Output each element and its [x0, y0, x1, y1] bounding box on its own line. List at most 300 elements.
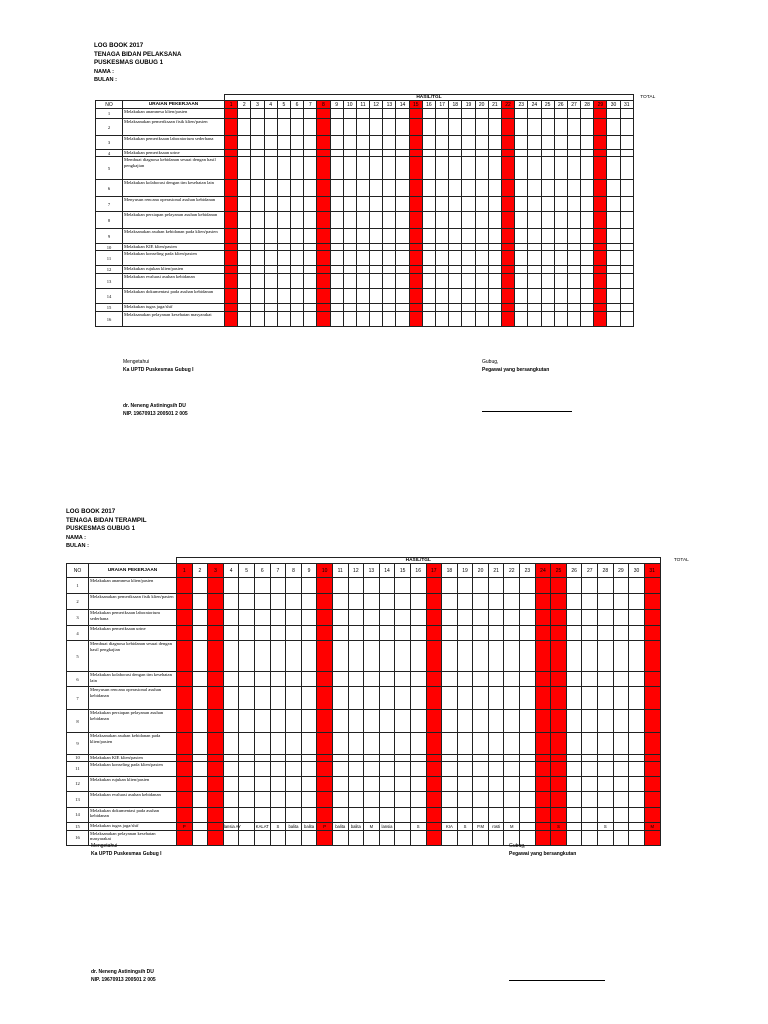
day-cell[interactable]: lansia	[379, 822, 395, 830]
day-cell[interactable]	[475, 266, 488, 274]
day-cell[interactable]	[264, 229, 277, 244]
day-cell[interactable]	[332, 755, 348, 762]
day-cell[interactable]	[290, 266, 303, 274]
day-cell[interactable]	[317, 626, 333, 641]
day-cell[interactable]	[410, 776, 426, 791]
day-cell[interactable]	[264, 212, 277, 229]
day-cell[interactable]	[581, 251, 594, 266]
day-cell[interactable]	[343, 289, 356, 304]
day-cell[interactable]	[379, 761, 395, 776]
day-cell[interactable]	[567, 312, 580, 327]
day-cell[interactable]	[581, 197, 594, 212]
day-cell[interactable]	[488, 289, 501, 304]
day-cell[interactable]	[535, 626, 551, 641]
day-cell[interactable]	[501, 212, 514, 229]
day-cell[interactable]	[370, 119, 383, 136]
day-cell[interactable]	[409, 180, 422, 197]
day-cell[interactable]	[582, 594, 598, 610]
day-cell[interactable]	[528, 212, 541, 229]
day-cell[interactable]	[177, 578, 193, 594]
day-cell[interactable]	[582, 687, 598, 710]
day-cell[interactable]	[379, 641, 395, 672]
day-cell[interactable]	[383, 251, 396, 266]
day-cell[interactable]	[290, 212, 303, 229]
day-cell[interactable]	[383, 304, 396, 312]
day-cell[interactable]	[436, 289, 449, 304]
day-cell[interactable]	[238, 119, 251, 136]
day-cell[interactable]	[475, 304, 488, 312]
day-cell[interactable]	[436, 274, 449, 289]
day-cell[interactable]	[383, 266, 396, 274]
day-cell[interactable]	[264, 304, 277, 312]
day-cell[interactable]	[238, 244, 251, 251]
day-cell[interactable]: balita	[286, 822, 302, 830]
day-cell[interactable]	[277, 119, 290, 136]
day-cell[interactable]	[598, 807, 614, 822]
day-cell[interactable]	[554, 251, 567, 266]
day-cell[interactable]	[582, 776, 598, 791]
day-cell[interactable]	[488, 119, 501, 136]
day-cell[interactable]	[515, 251, 528, 266]
day-cell[interactable]	[225, 150, 238, 157]
day-cell[interactable]	[254, 830, 270, 845]
day-cell[interactable]	[238, 136, 251, 150]
day-cell[interactable]	[409, 229, 422, 244]
day-cell[interactable]	[629, 594, 645, 610]
day-cell[interactable]	[177, 626, 193, 641]
day-cell[interactable]	[270, 610, 286, 626]
day-cell[interactable]	[426, 610, 442, 626]
day-cell[interactable]	[462, 197, 475, 212]
day-cell[interactable]	[475, 229, 488, 244]
day-cell[interactable]	[379, 776, 395, 791]
day-cell[interactable]	[541, 289, 554, 304]
day-cell[interactable]	[239, 830, 255, 845]
day-cell[interactable]	[462, 289, 475, 304]
day-cell[interactable]	[208, 822, 224, 830]
day-cell[interactable]	[356, 289, 369, 304]
day-cell[interactable]	[488, 626, 504, 641]
day-cell[interactable]	[317, 136, 330, 150]
day-cell[interactable]	[192, 733, 208, 755]
day-cell[interactable]	[396, 312, 409, 327]
day-cell[interactable]	[356, 274, 369, 289]
day-cell[interactable]	[473, 672, 489, 687]
day-cell[interactable]	[192, 672, 208, 687]
day-cell[interactable]	[370, 274, 383, 289]
day-cell[interactable]	[644, 610, 660, 626]
day-cell[interactable]	[356, 229, 369, 244]
day-cell[interactable]	[343, 180, 356, 197]
day-cell[interactable]	[473, 791, 489, 807]
day-cell[interactable]	[225, 119, 238, 136]
day-cell[interactable]	[554, 119, 567, 136]
day-cell[interactable]	[488, 710, 504, 733]
day-cell[interactable]	[330, 157, 343, 180]
day-cell[interactable]	[566, 610, 582, 626]
day-cell[interactable]	[223, 594, 239, 610]
day-cell[interactable]	[396, 109, 409, 119]
day-cell[interactable]	[426, 761, 442, 776]
day-cell[interactable]	[528, 180, 541, 197]
day-cell[interactable]	[286, 830, 302, 845]
day-cell[interactable]	[567, 197, 580, 212]
day-cell[interactable]	[567, 157, 580, 180]
day-cell[interactable]	[613, 733, 629, 755]
day-cell[interactable]	[301, 733, 317, 755]
day-cell[interactable]	[238, 289, 251, 304]
day-cell[interactable]	[436, 251, 449, 266]
day-cell[interactable]: KALAT	[255, 823, 269, 829]
day-cell[interactable]	[254, 641, 270, 672]
day-cell[interactable]	[475, 212, 488, 229]
day-cell[interactable]	[607, 244, 620, 251]
day-cell[interactable]	[581, 150, 594, 157]
day-cell[interactable]	[379, 830, 395, 845]
day-cell[interactable]	[277, 289, 290, 304]
day-cell[interactable]	[582, 641, 598, 672]
day-cell[interactable]	[607, 289, 620, 304]
day-cell[interactable]	[317, 109, 330, 119]
day-cell[interactable]	[396, 229, 409, 244]
day-cell[interactable]	[277, 212, 290, 229]
day-cell[interactable]	[541, 136, 554, 150]
day-cell[interactable]	[225, 244, 238, 251]
day-cell[interactable]	[383, 274, 396, 289]
day-cell[interactable]	[551, 626, 567, 641]
day-cell[interactable]	[594, 180, 607, 197]
day-cell[interactable]	[409, 109, 422, 119]
day-cell[interactable]	[364, 733, 380, 755]
day-cell[interactable]	[409, 304, 422, 312]
day-cell[interactable]	[488, 807, 504, 822]
day-cell[interactable]	[528, 304, 541, 312]
day-cell[interactable]	[515, 274, 528, 289]
day-cell[interactable]	[356, 312, 369, 327]
day-cell[interactable]	[528, 244, 541, 251]
day-cell[interactable]	[644, 830, 660, 845]
day-cell[interactable]	[251, 180, 264, 197]
day-cell[interactable]	[192, 687, 208, 710]
day-cell[interactable]	[426, 578, 442, 594]
day-cell[interactable]	[629, 755, 645, 762]
day-cell[interactable]	[457, 626, 473, 641]
day-cell[interactable]	[225, 197, 238, 212]
day-cell[interactable]	[449, 244, 462, 251]
day-cell[interactable]	[343, 212, 356, 229]
day-cell[interactable]	[251, 274, 264, 289]
day-cell[interactable]	[535, 791, 551, 807]
day-cell[interactable]	[422, 150, 435, 157]
day-cell[interactable]	[348, 578, 364, 594]
day-cell[interactable]	[582, 822, 598, 830]
day-cell[interactable]	[449, 109, 462, 119]
day-cell[interactable]	[330, 150, 343, 157]
day-cell[interactable]	[581, 229, 594, 244]
day-cell[interactable]	[581, 312, 594, 327]
day-cell[interactable]	[520, 610, 536, 626]
day-cell[interactable]	[290, 119, 303, 136]
day-cell[interactable]	[223, 672, 239, 687]
day-cell[interactable]	[383, 136, 396, 150]
day-cell[interactable]	[343, 119, 356, 136]
day-cell[interactable]	[436, 197, 449, 212]
day-cell[interactable]	[409, 312, 422, 327]
day-cell[interactable]	[396, 266, 409, 274]
day-cell[interactable]	[277, 180, 290, 197]
day-cell[interactable]	[395, 807, 411, 822]
day-cell[interactable]	[442, 578, 458, 594]
day-cell[interactable]	[301, 610, 317, 626]
day-cell[interactable]	[277, 304, 290, 312]
day-cell[interactable]	[515, 229, 528, 244]
day-cell[interactable]	[613, 710, 629, 733]
day-cell[interactable]	[356, 212, 369, 229]
day-cell[interactable]	[264, 197, 277, 212]
day-cell[interactable]	[501, 304, 514, 312]
day-cell[interactable]	[356, 150, 369, 157]
day-cell[interactable]	[396, 289, 409, 304]
day-cell[interactable]	[462, 150, 475, 157]
day-cell[interactable]	[449, 150, 462, 157]
day-cell[interactable]	[422, 244, 435, 251]
day-cell[interactable]	[567, 136, 580, 150]
day-cell[interactable]	[304, 212, 317, 229]
day-cell[interactable]	[515, 304, 528, 312]
day-cell[interactable]	[223, 761, 239, 776]
day-cell[interactable]	[251, 212, 264, 229]
day-cell[interactable]	[554, 229, 567, 244]
day-cell[interactable]	[317, 761, 333, 776]
day-cell[interactable]	[251, 197, 264, 212]
day-cell[interactable]	[343, 136, 356, 150]
day-cell[interactable]: KIA	[442, 822, 458, 830]
day-cell[interactable]	[581, 212, 594, 229]
day-cell[interactable]	[620, 150, 633, 157]
day-cell[interactable]	[620, 157, 633, 180]
day-cell[interactable]	[379, 710, 395, 733]
day-cell[interactable]	[504, 710, 520, 733]
day-cell[interactable]	[462, 119, 475, 136]
day-cell[interactable]	[594, 274, 607, 289]
day-cell[interactable]	[192, 610, 208, 626]
day-cell[interactable]	[301, 791, 317, 807]
day-cell[interactable]	[379, 687, 395, 710]
day-cell[interactable]	[290, 244, 303, 251]
day-cell[interactable]	[426, 791, 442, 807]
day-cell[interactable]	[208, 610, 224, 626]
day-cell[interactable]	[208, 791, 224, 807]
day-cell[interactable]	[607, 266, 620, 274]
day-cell[interactable]	[567, 251, 580, 266]
day-cell[interactable]	[239, 641, 255, 672]
day-cell[interactable]	[317, 710, 333, 733]
day-cell[interactable]	[582, 626, 598, 641]
day-cell[interactable]	[270, 687, 286, 710]
day-cell[interactable]	[594, 150, 607, 157]
day-cell[interactable]	[277, 197, 290, 212]
day-cell[interactable]	[192, 594, 208, 610]
day-cell[interactable]	[520, 594, 536, 610]
day-cell[interactable]	[551, 733, 567, 755]
day-cell[interactable]	[535, 641, 551, 672]
day-cell[interactable]	[238, 180, 251, 197]
day-cell[interactable]	[535, 776, 551, 791]
day-cell[interactable]	[270, 641, 286, 672]
day-cell[interactable]	[422, 251, 435, 266]
day-cell[interactable]	[535, 687, 551, 710]
day-cell[interactable]	[598, 733, 614, 755]
day-cell[interactable]	[370, 266, 383, 274]
day-cell[interactable]	[581, 274, 594, 289]
day-cell[interactable]	[449, 180, 462, 197]
day-cell[interactable]	[426, 687, 442, 710]
day-cell[interactable]	[332, 610, 348, 626]
day-cell[interactable]	[208, 626, 224, 641]
day-cell[interactable]	[473, 755, 489, 762]
day-cell[interactable]	[332, 687, 348, 710]
day-cell[interactable]	[607, 119, 620, 136]
day-cell[interactable]	[343, 274, 356, 289]
day-cell[interactable]	[410, 610, 426, 626]
day-cell[interactable]	[488, 180, 501, 197]
day-cell[interactable]	[343, 197, 356, 212]
day-cell[interactable]	[488, 212, 501, 229]
day-cell[interactable]	[457, 761, 473, 776]
day-cell[interactable]	[239, 776, 255, 791]
day-cell[interactable]	[286, 807, 302, 822]
day-cell[interactable]	[566, 807, 582, 822]
day-cell[interactable]	[515, 197, 528, 212]
day-cell[interactable]	[409, 197, 422, 212]
day-cell[interactable]	[225, 229, 238, 244]
day-cell[interactable]	[301, 687, 317, 710]
day-cell[interactable]	[501, 289, 514, 304]
day-cell[interactable]	[620, 312, 633, 327]
day-cell[interactable]	[554, 157, 567, 180]
day-cell[interactable]	[566, 687, 582, 710]
day-cell[interactable]	[238, 266, 251, 274]
day-cell[interactable]	[317, 119, 330, 136]
day-cell[interactable]	[238, 150, 251, 157]
day-cell[interactable]	[409, 150, 422, 157]
day-cell[interactable]	[501, 229, 514, 244]
day-cell[interactable]	[551, 610, 567, 626]
day-cell[interactable]	[330, 274, 343, 289]
day-cell[interactable]	[488, 274, 501, 289]
day-cell[interactable]	[613, 755, 629, 762]
day-cell[interactable]	[473, 830, 489, 845]
day-cell[interactable]	[270, 672, 286, 687]
day-cell[interactable]	[177, 791, 193, 807]
day-cell[interactable]	[364, 594, 380, 610]
day-cell[interactable]	[566, 641, 582, 672]
day-cell[interactable]	[426, 807, 442, 822]
day-cell[interactable]	[442, 791, 458, 807]
day-cell[interactable]	[644, 733, 660, 755]
day-cell[interactable]	[426, 755, 442, 762]
day-cell[interactable]	[238, 197, 251, 212]
day-cell[interactable]	[422, 119, 435, 136]
day-cell[interactable]	[422, 289, 435, 304]
day-cell[interactable]	[607, 304, 620, 312]
day-cell[interactable]	[462, 157, 475, 180]
day-cell[interactable]	[554, 244, 567, 251]
day-cell[interactable]	[370, 244, 383, 251]
day-cell[interactable]	[520, 791, 536, 807]
day-cell[interactable]	[317, 266, 330, 274]
day-cell[interactable]	[501, 136, 514, 150]
day-cell[interactable]	[554, 150, 567, 157]
day-cell[interactable]	[223, 710, 239, 733]
day-cell[interactable]	[370, 229, 383, 244]
day-cell[interactable]	[383, 229, 396, 244]
day-cell[interactable]	[535, 807, 551, 822]
day-cell[interactable]	[225, 180, 238, 197]
day-cell[interactable]	[286, 755, 302, 762]
day-cell[interactable]	[422, 266, 435, 274]
day-cell[interactable]	[613, 761, 629, 776]
day-cell[interactable]	[644, 672, 660, 687]
day-cell[interactable]	[395, 641, 411, 672]
day-cell[interactable]	[264, 109, 277, 119]
day-cell[interactable]	[613, 626, 629, 641]
day-cell[interactable]	[396, 274, 409, 289]
day-cell[interactable]	[264, 266, 277, 274]
day-cell[interactable]	[436, 157, 449, 180]
day-cell[interactable]	[422, 229, 435, 244]
day-cell[interactable]	[254, 807, 270, 822]
day-cell[interactable]	[581, 157, 594, 180]
day-cell[interactable]	[177, 710, 193, 733]
day-cell[interactable]	[644, 791, 660, 807]
day-cell[interactable]	[629, 830, 645, 845]
day-cell[interactable]	[457, 610, 473, 626]
day-cell[interactable]	[332, 791, 348, 807]
day-cell[interactable]	[317, 830, 333, 845]
day-cell[interactable]	[644, 687, 660, 710]
day-cell[interactable]	[541, 274, 554, 289]
day-cell[interactable]	[582, 578, 598, 594]
day-cell[interactable]	[301, 761, 317, 776]
day-cell[interactable]	[541, 109, 554, 119]
day-cell[interactable]	[594, 304, 607, 312]
day-cell[interactable]	[442, 672, 458, 687]
day-cell[interactable]	[356, 119, 369, 136]
day-cell[interactable]	[442, 610, 458, 626]
day-cell[interactable]	[541, 157, 554, 180]
day-cell[interactable]	[515, 180, 528, 197]
day-cell[interactable]	[332, 672, 348, 687]
day-cell[interactable]	[409, 274, 422, 289]
day-cell[interactable]	[613, 822, 629, 830]
day-cell[interactable]	[410, 807, 426, 822]
day-cell[interactable]	[379, 755, 395, 762]
day-cell[interactable]	[396, 150, 409, 157]
day-cell[interactable]	[436, 212, 449, 229]
day-cell[interactable]	[598, 672, 614, 687]
day-cell[interactable]: P.M	[473, 822, 489, 830]
day-cell[interactable]	[551, 791, 567, 807]
day-cell[interactable]	[442, 807, 458, 822]
day-cell[interactable]	[488, 304, 501, 312]
day-cell[interactable]	[566, 594, 582, 610]
day-cell[interactable]	[554, 304, 567, 312]
day-cell[interactable]	[613, 776, 629, 791]
day-cell[interactable]	[343, 150, 356, 157]
day-cell[interactable]	[409, 136, 422, 150]
day-cell[interactable]	[567, 180, 580, 197]
